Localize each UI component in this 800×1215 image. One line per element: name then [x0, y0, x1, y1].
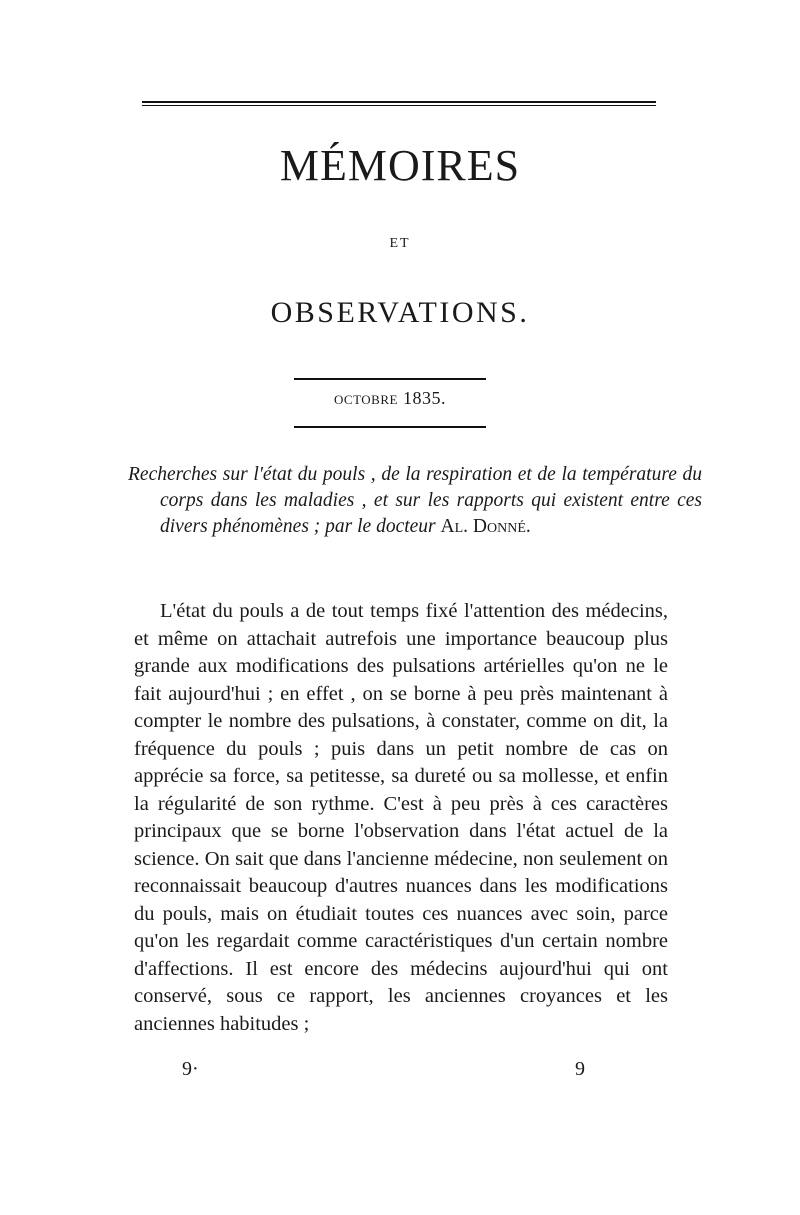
signature-mark: 9·	[182, 1058, 199, 1080]
date-line	[294, 389, 486, 407]
page-footer	[0, 1058, 800, 1082]
date-block	[294, 378, 486, 428]
date-year: 1835.	[402, 388, 446, 408]
top-double-rule	[142, 101, 656, 106]
date-month: octobre	[334, 388, 398, 408]
article-abstract	[128, 462, 702, 540]
abstract-text: Recherches sur l'état du pouls , de la respiration et de la température du corps dans les maladies , et sur les rapports qui existent entre ces divers phénomènes ; par le docteur	[128, 464, 702, 537]
section-title: MÉMOIRES	[279, 141, 521, 190]
page-number: 9	[575, 1058, 585, 1080]
author-name: Al. Donné.	[440, 516, 531, 537]
body-paragraph: L'état du pouls a de tout temps fixé l'attention des médecins, et même on attachait autrefois une importance beaucoup plus grande aux modifications des pulsations artérielles qu'on ne le fait aujourd'hui ; en effet , on se borne à peu près maintenant à compter le nombre des pulsations, à constater, comme on dit, la fréquence du pouls ; puis dans un petit nombre de cas on apprécie sa force, sa petitesse, sa dureté ou sa mollesse, et enfin la régularité de son rythme. C'est à peu près à ces caractères principaux que se borne l'observation dans l'état actuel de la science. On sait que dans l'ancienne médecine, non seulement on reconnaissait beaucoup d'autres nuances dans les modifications du pouls, mais on étudiait toutes ces nuances avec soin, parce qu'on les regardait comme caractéristiques d'un certain nombre d'affections. Il est encore des médecins aujourd'hui qui ont conservé, sous ce rapport, les anciennes croyances et les anciennes habitudes ;	[134, 600, 668, 1035]
section-subtitle: OBSERVATIONS.	[270, 296, 530, 329]
conjunction-label: ET	[389, 236, 411, 251]
